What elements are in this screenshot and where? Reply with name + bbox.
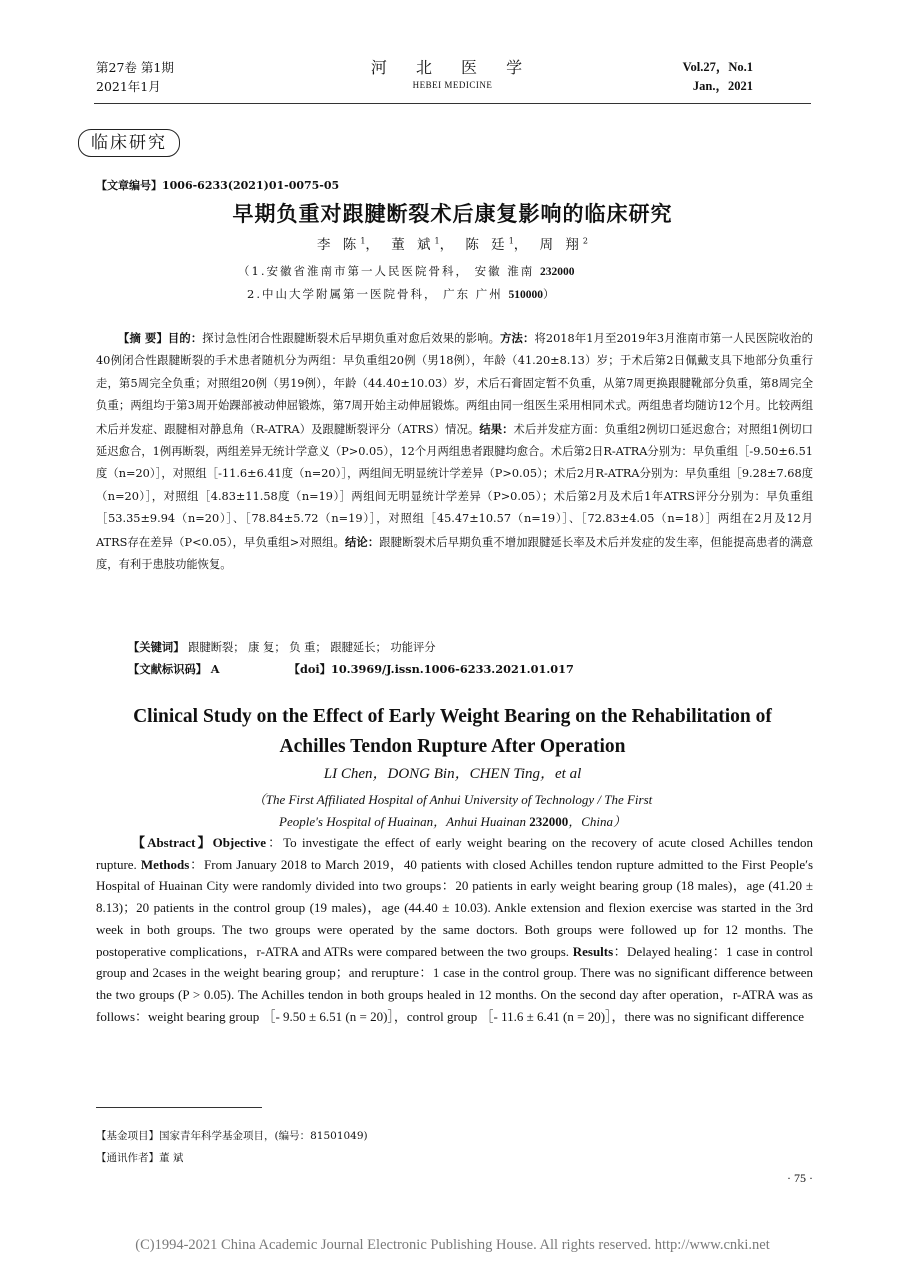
- authors-cn: 李 陈$^1$， 董 斌$^1$， 陈 廷$^1$， 周 翔$^2$: [317, 236, 588, 253]
- authors-en: LI Chen，DONG Bin，CHEN Ting，et al: [323, 766, 582, 782]
- affiliation-en-text: People′s Hospital of Huainan，Anhui Huainan: [279, 814, 530, 829]
- running-header-journal: [0, 55, 905, 90]
- abstract-cn: [96, 327, 813, 576]
- running-header-right: [683, 58, 753, 96]
- classification: [128, 659, 574, 680]
- page-number: · 75 ·: [787, 1171, 813, 1185]
- affiliation-en-line2: [0, 811, 905, 833]
- volume-issue-en: Vol.27，No.1: [682, 60, 753, 74]
- conclusion-label: 结论：: [344, 534, 380, 549]
- author-affil-mark: 1: [434, 236, 440, 246]
- methods-text: 将2018年1月至2019年3月淮南市第一人民医院收治的40例闭合性跟腱断裂的手术患者随机分为两组：早负重组20例（男18例），年龄（41.20±8.13）岁；于术后第2日佩戴支具下地部分负重行走，第5周完全负重；对照组20例（男19例），年龄（44.40±10.03）岁，术后石膏固定暂不负重，从第7周更换跟腱靴部分负重，第8周完全负重；两组均于第3周开始踝部被动伸屈锻炼，第7周开始主动伸屈锻炼。两组由同一组医生采用相同术式。两组患者均随访12个月。比较两组术后并发症、跟腱相对静息角（R-ATRA）及跟腱断裂评分（ATRS）情况。: [96, 332, 813, 436]
- postal-code-en: 232000: [529, 814, 569, 829]
- methods-label: 方法：: [500, 331, 535, 345]
- title-cn: 早期负重对跟腱断裂术后康复影响的临床研究: [232, 202, 673, 226]
- results-en-text: ：Delayed healing：1 case in control group and 2cases in the weight bearing group；and rerupture：1 case in the control group. There was no significant difference between the two groups (P > 0.05). The Achilles tendon in both groups healed in 12 months. On the second day after operation，r-ATRA was as follows：weight bearing group ［- 9.50 ± 6.51 (n = 20)］，control group ［- 11.6 ± 6.41 (n = 20)］，there was no significant difference: [96, 943, 813, 1024]
- objective-text: 探讨急性闭合性跟腱断裂术后早期负重对愈后效果的影响。: [202, 332, 501, 345]
- funding-note: 【基金项目】国家青年科学基金项目，(编号：81501049): [96, 1130, 368, 1142]
- abstract-label: 【摘 要】: [118, 331, 168, 345]
- doi: 【doi】10.3969/J.issn.1006-6233.2021.01.017: [288, 662, 574, 676]
- affiliations-cn: [238, 260, 574, 306]
- author-affil-mark: 2: [582, 236, 588, 246]
- column-label: 临床研究: [78, 129, 180, 157]
- postal-code: 232000: [539, 266, 575, 278]
- abstract-en: [96, 832, 813, 1027]
- corresponding-author-note: 【通讯作者】董 斌: [96, 1152, 184, 1164]
- author-name: 陈 廷: [465, 237, 509, 253]
- objective-label: 目的：: [167, 331, 203, 345]
- title-en: Clinical Study on the Effect of Early Weight Bearing on the Rehabilitation of Achilles Tendon Rupture After Operation: [133, 706, 772, 757]
- abstract-en-label: 【Abstract】: [132, 835, 213, 850]
- affiliation-en-line1: （The First Affiliated Hospital of Anhui University of Technology / The First: [252, 792, 653, 807]
- journal-name-en: HEBEI MEDICINE: [412, 80, 493, 90]
- conclusion-text: 跟腱断裂术后早期负重不增加跟腱延长率及术后并发症的发生率，但能提高患者的满意度，有利于患肢功能恢复。: [96, 535, 813, 572]
- keywords-label: 【关键词】: [128, 640, 185, 654]
- keywords: [128, 637, 436, 658]
- footnotes: [96, 1125, 368, 1169]
- classification-label: 【文献标识码】: [128, 662, 208, 676]
- results-en-label: Results: [572, 943, 614, 959]
- affiliation-en: [0, 789, 905, 833]
- results-text: 术后并发症方面：负重组2例切口延迟愈合；对照组1例切口延迟愈合，1例再断裂，两组差异无统计学意义（P>0.05），12个月两组患者跟腱均愈合。术后第2日R-ATRA分别为：早负重组［-9.50±6.51度（n=20）］，对照组［-11.6±6.41度（n=20）］，两组间无明显统计学差异（P>0.05）；术后2月R-ATRA分别为：早负重组［9.28±7.68度（n=20）］，对照组［4.83±11.58度（n=19）］两组间无明显统计学差异（P>0.05）；术后第2月及术后1年ATRS评分分别为：早负重组［53.35±9.94（n=20）］、［78.84±5.72（n=19）］，对照组［45.47±10.57（n=19）］、［72.83±4.05（n=18）］两组在2月及12月ATRS存在差异（P<0.05），早负重组>对照组。: [96, 422, 813, 549]
- methods-en-text: ：From January 2018 to March 2019，40 patients with closed Achilles tendon rupture admitted to the First People′s Hospital of Huainan City were randomly divided into two groups：20 patients in early weight bearing group (18 males)，age (41.20 ± 8.13)；20 patients in the control group (19 males)，age (44.40 ± 10.03). Ankle extension and flexion exercise was started in the 3rd week in both groups. The two groups were operated by the same doctors. Both groups were followed up for 12 months. The postoperative complications，r-ATRA and ATRs were compared between the two groups.: [96, 856, 814, 959]
- author-name: 周 翔: [539, 237, 583, 253]
- article-number: 【文章编号】1006-6233(2021)01-0075-05: [96, 179, 340, 192]
- objective-en-text: ：To investigate the effect of early weight bearing on the recovery of acute closed Achilles tendon rupture.: [96, 835, 813, 872]
- affiliation-close: ）: [542, 287, 557, 301]
- affiliation-line: [238, 283, 574, 306]
- affiliation-text: 2.中山大学附属第一医院骨科， 广东 广州: [247, 287, 509, 301]
- affiliation-en-country: ，China）: [568, 814, 626, 829]
- volume-issue-cn: 第27卷 第1期: [96, 60, 174, 75]
- results-label: 结果：: [479, 421, 514, 436]
- classification-code: A: [210, 662, 220, 676]
- date-en: Jan.，2021: [692, 79, 753, 93]
- objective-en-label: Objective: [212, 835, 267, 850]
- footnote-rule: [96, 1107, 262, 1108]
- header-rule: [94, 103, 811, 104]
- date-cn: 2021年1月: [96, 79, 161, 94]
- author-affil-mark: 1: [360, 236, 366, 246]
- methods-en-label: Methods: [140, 856, 190, 872]
- affiliation-text: （1.安徽省淮南市第一人民医院骨科， 安徽 淮南: [238, 264, 540, 278]
- postal-code: 510000: [508, 289, 543, 301]
- affiliation-line: [238, 260, 574, 283]
- journal-name-cn: 河 北 医 学: [370, 58, 535, 77]
- author-name: 李 陈: [317, 237, 361, 253]
- keywords-value: 跟腱断裂； 康 复； 负 重； 跟腱延长； 功能评分: [188, 641, 436, 654]
- copyright-watermark: (C)1994-2021 China Academic Journal Electronic Publishing House. All rights reserved. http://www.cnki.net: [135, 1237, 770, 1253]
- author-affil-mark: 1: [508, 236, 514, 246]
- author-name: 董 斌: [391, 237, 435, 253]
